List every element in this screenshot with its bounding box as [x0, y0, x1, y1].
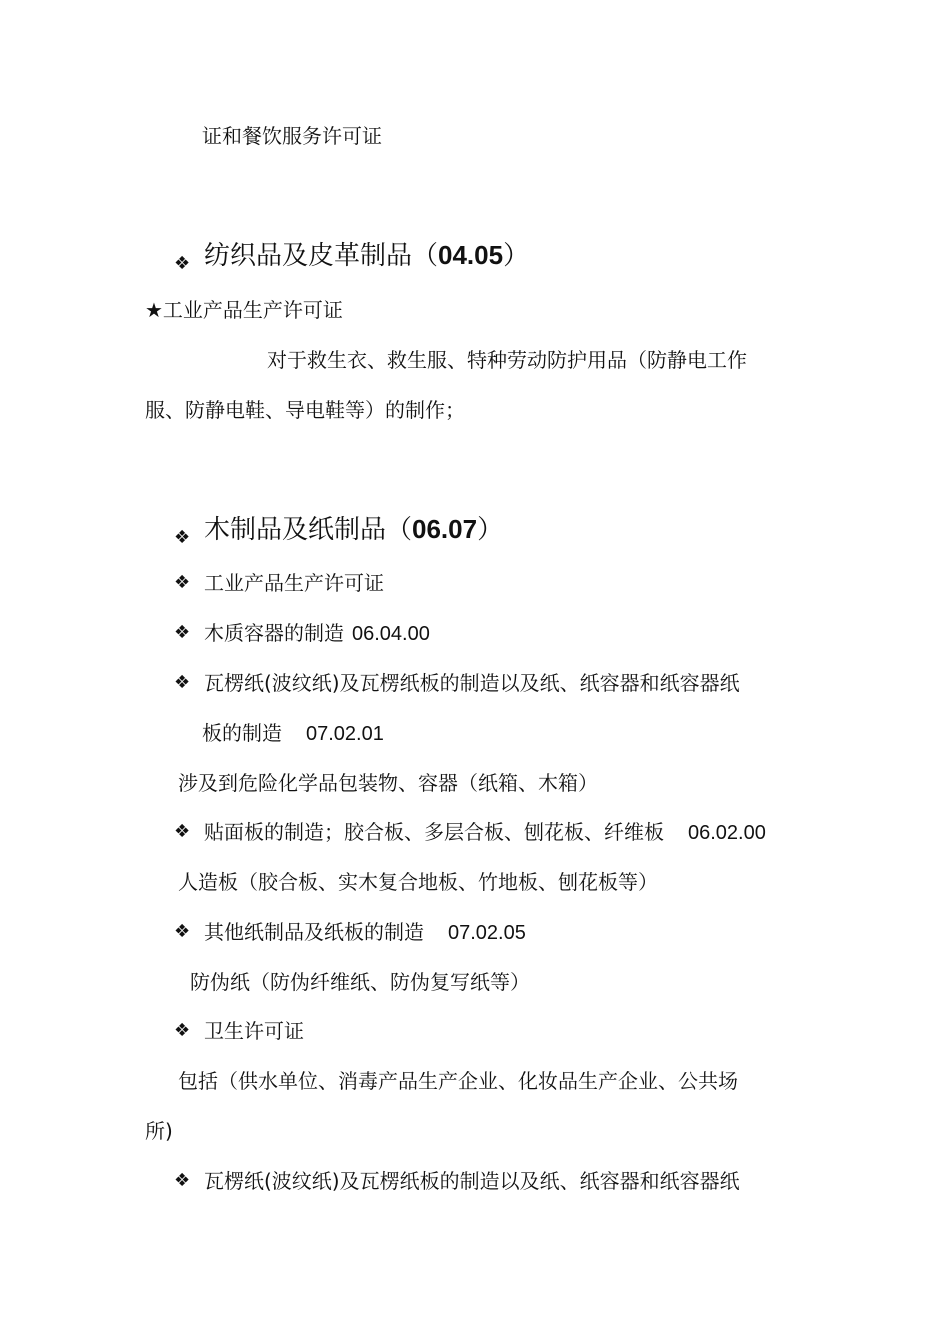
bullet-icon: ❖ — [174, 1020, 191, 1041]
bullet-icon: ❖ — [174, 1170, 191, 1191]
bullet-icon: ❖ — [174, 527, 191, 548]
bullet-icon: ❖ — [174, 921, 191, 942]
text-line: 服、防静电鞋、导电鞋等）的制作； — [145, 398, 465, 422]
bullet-icon: ❖ — [174, 253, 191, 274]
text-line: 所) — [145, 1119, 173, 1143]
text-line: ★工业产品生产许可证 — [145, 298, 343, 322]
text-line: 证和餐饮服务许可证 — [202, 124, 382, 148]
bullet-icon: ❖ — [174, 572, 191, 593]
list-item: 其他纸制品及纸板的制造 07.02.05 — [204, 920, 526, 944]
bullet-icon: ❖ — [174, 821, 191, 842]
list-item: 木质容器的制造 06.04.00 — [204, 621, 430, 645]
text-line: 包括（供水单位、消毒产品生产企业、化妆品生产企业、公共场 — [178, 1069, 738, 1093]
bullet-icon: ❖ — [174, 622, 191, 643]
bullet-icon: ❖ — [174, 672, 191, 693]
section-heading-textiles: 纺织品及皮革制品（04.05） — [204, 240, 530, 271]
list-item: 瓦楞纸(波纹纸)及瓦楞纸板的制造以及纸、纸容器和纸容器纸 — [204, 1169, 740, 1193]
list-item: 瓦楞纸(波纹纸)及瓦楞纸板的制造以及纸、纸容器和纸容器纸 — [204, 671, 740, 695]
text-line: 板的制造 07.02.01 — [202, 721, 384, 745]
list-item: 贴面板的制造；胶合板、多层合板、刨花板、纤维板 06.02.00 — [204, 820, 766, 844]
list-item: 工业产品生产许可证 — [204, 571, 384, 595]
section-heading-wood-paper: 木制品及纸制品（06.07） — [204, 514, 504, 545]
list-item: 卫生许可证 — [204, 1019, 304, 1043]
text-line: 防伪纸（防伪纤维纸、防伪复写纸等） — [190, 970, 530, 994]
text-line: 对于救生衣、救生服、特种劳动防护用品（防静电工作 — [267, 348, 747, 372]
text-line: 人造板（胶合板、实木复合地板、竹地板、刨花板等） — [178, 870, 658, 894]
text-line: 涉及到危险化学品包装物、容器（纸箱、木箱） — [178, 771, 598, 795]
